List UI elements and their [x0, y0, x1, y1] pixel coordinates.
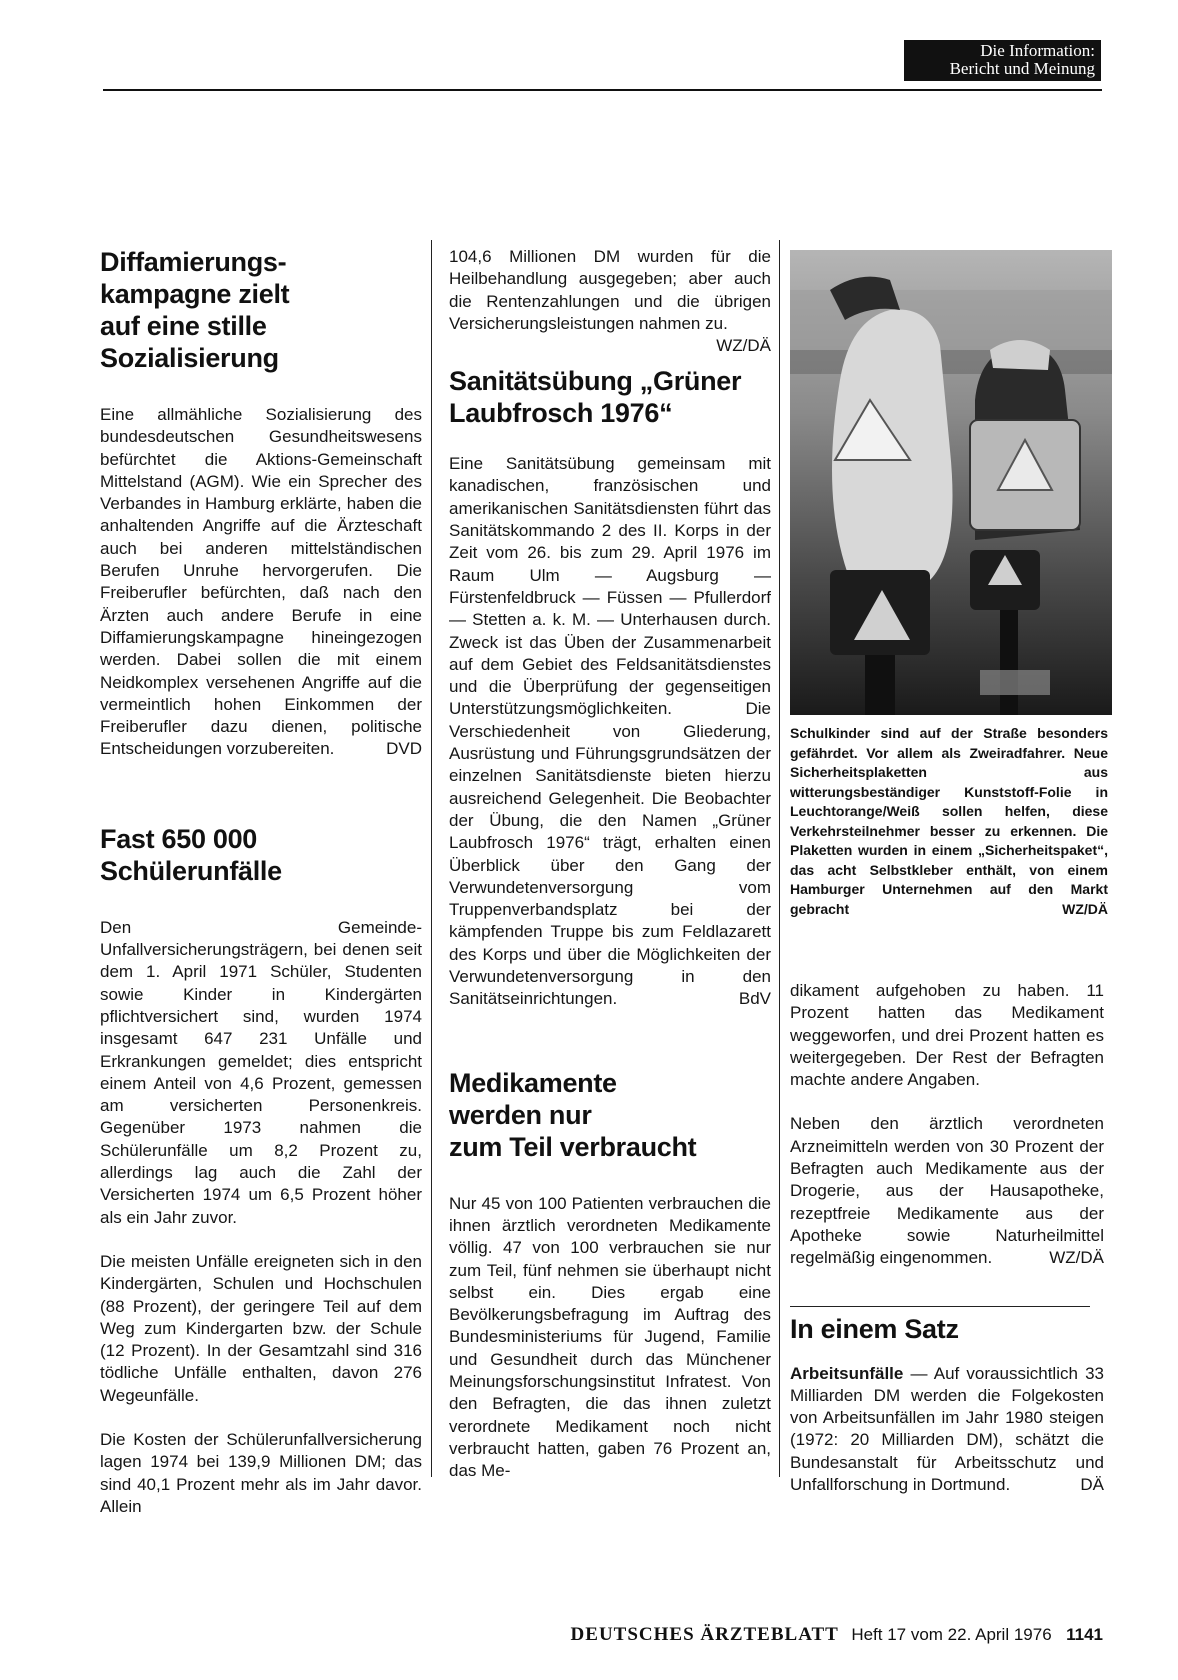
title-line: Sanitätsübung „Grüner	[449, 366, 742, 397]
issue-info: Heft 17 vom 22. April 1976	[851, 1625, 1052, 1644]
lead-keyword: Arbeitsunfälle	[790, 1363, 904, 1383]
header-rule	[103, 89, 1102, 91]
article-body-arbeitsunfaelle	[790, 1363, 1104, 1497]
title-line: Laubfrosch 1976“	[449, 398, 673, 429]
section-tag-line-2: Bericht und Meinung	[949, 59, 1095, 78]
section-tag-line-1: Die Information:	[980, 41, 1095, 60]
title-line: Diffamierungs-	[100, 247, 287, 277]
article-paragraph: Den Gemeinde-Unfallversicherungsträgern, bei denen seit dem 1. April 1971 Schüler, Studenten sowie Kinder in Kindergärten pflichtversichert sind, wurden 1974 insgesamt 647 231 Unfälle und Erkrankungen gemeldet; dies entspricht einem Anteil von 4,6 Prozent, gemessen am versicherten Personenkreis. Gegenüber 1973 nahmen die Schülerunfälle um 8,2 Prozent zu, allerdings lag auch die Zahl der Versicherten 1974 um 6,5 Prozent höher als ein Jahr zuvor.	[100, 917, 422, 1227]
article-title-diffamierung	[100, 246, 422, 374]
body-text: Neben den ärztlich verordneten Arzneimitteln werden von 30 Prozent der Befragten auch Medikamente aus der Drogerie, aus der Hausapotheke, rezeptfreie Medikamente aus der Apotheke sowie Naturheilmittel regelmäßig eingenommen.	[790, 1114, 1104, 1268]
column-divider-2	[779, 240, 780, 1477]
column-2	[449, 246, 771, 1482]
body-text: Eine allmähliche Sozialisierung des bundesdeutschen Gesundheitswesens befürchtet die Aktions-Gemeinschaft Mittelstand (AGM). Wie ein Sprecher des Verbandes in Hamburg erklärte, haben die anhaltenden Angriffe auf die Ärzteschaft auch bei anderen mittelständischen Berufen Unruhe hervorgerufen. Die Freiberufler befürchten, daß nach den Ärzten auch andere Berufe in eine Diffamierungskampagne hineingezogen werden. Dabei sollen die mit einem Neidkomplex versehenen Angriffe auf die vermeintlich hohen Einkommen der Freiberufler dazu dienen, politische Entscheidungen vorzubereiten.	[100, 405, 422, 759]
column-3	[790, 980, 1104, 1496]
article-paragraph: Die meisten Unfälle ereigneten sich in den Kindergärten, Schulen und Hochschulen (88 Prozent), der geringere Teil auf dem Weg zum Kindergarten bzw. der Schule (12 Prozent). In der Gesamtzahl sind 316 tödliche Unfälle enthalten, davon 276 Wegeunfälle.	[100, 1251, 422, 1405]
photo-caption	[790, 724, 1108, 919]
caption-text: Schulkinder sind auf der Straße besonders gefährdet. Vor allem als Zweiradfahrer. Neue Sicherheitsplaketten aus witterungsbeständiger Kunststoff-Folie in Leuchtorange/Weiß sollen helfen, diese Verkehrsteilnehmer besser zu erkennen. Die Plaketten wurden in einem „Sicherheitspaket“, das acht Selbstkleber enthält, von einem Hamburger Unternehmen auf den Markt gebracht	[790, 725, 1108, 917]
article-signature: WZ/DÄ	[716, 336, 771, 356]
article-continuation	[449, 246, 771, 356]
column-divider-1	[431, 240, 432, 1477]
article-title-sanitaetsuebung	[449, 365, 771, 429]
section-rule	[790, 1306, 1090, 1307]
article-signature: DVD	[386, 739, 422, 759]
caption-signature: WZ/DÄ	[1062, 900, 1108, 917]
title-line: werden nur	[449, 1099, 592, 1130]
publication-name: DEUTSCHES ÄRZTEBLATT	[570, 1624, 839, 1645]
article-body-sanitaetsuebung	[449, 453, 771, 1010]
article-title-in-einem-satz: In einem Satz	[790, 1313, 959, 1344]
title-line: Medikamente	[449, 1067, 617, 1098]
body-text: — Auf voraussichtlich 33 Milliarden DM werden die Folgekosten von Arbeitsunfällen im Jahr 1980 steigen (1972: 20 Milliarden DM), schätzt die Bundesanstalt für Arbeitsschutz und Unfallforschung in Dortmund.	[790, 1363, 1104, 1495]
schoolchildren-photo	[790, 250, 1112, 715]
section-tag	[904, 40, 1101, 81]
article-paragraph	[790, 1113, 1104, 1269]
body-text: Eine Sanitätsübung gemeinsam mit kanadischen, französischen und amerikanischen Sanitätsdiensten führt das Sanitätskommando 2 des II. Korps in der Zeit vom 26. bis zum 29. April 1976 im Raum Ulm — Augsburg — Fürstenfeldbruck — Füssen — Pfullerdorf — Stetten a. k. M. — Unterhausen durch. Zweck ist das Üben der Zusammenarbeit auf dem Gebiet des Feldsanitätsdienstes und die Überprüfung der gegenseitigen Unterstützungsmöglichkeiten. Die Verschiedenheit von Gliederung, Ausrüstung und Führungsgrundsätzen der einzelnen Sanitätsdienste bieten hierzu ausreichend Gelegenheit. Die Beobachter der Übung, die den Namen „Grüner Laubfrosch 1976“ trägt, erhalten einen Überblick über den Gang der Verwundetenversorgung vom Truppenverbandsplatz bei der kämpfenden Truppe bis zum Feldlazarett des Korps und über die Möglichkeiten der Verwundetenversorgung in den Sanitätseinrichtungen.	[449, 454, 771, 1009]
body-text: 104,6 Millionen DM wurden für die Heilbehandlung ausgegeben; aber auch die Rentenzahlungen und die übrigen Versicherungsleistungen nahmen zu.	[449, 247, 771, 333]
page-footer	[471, 1624, 1103, 1646]
article-paragraph: Die Kosten der Schülerunfallversicherung lagen 1974 bei 139,9 Millionen DM; das sind 40,1 Prozent mehr als im Jahr davor. Allein	[100, 1429, 422, 1516]
article-body-diffamierung	[100, 404, 422, 761]
article-signature: DÄ	[1080, 1475, 1104, 1495]
article-signature: WZ/DÄ	[1049, 1248, 1104, 1268]
title-line: Schülerunfälle	[100, 855, 282, 886]
article-body-medikamente: Nur 45 von 100 Patienten verbrauchen die ihnen ärztlich verordneten Medikamente völlig. 47 von 100 verbrauchen sie nur zum Teil, fünf nehmen sie überhaupt nicht selbst ein. Dies ergab eine Bevölkerungsbefragung im Auftrag des Bundesministeriums für Jugend, Familie und Gesundheit durch das Münchener Meinungsforschungsinstitut Infratest. Von den Befragten, die das ihnen zuletzt verordnete Medikament noch nicht verbraucht hatten, gaben 76 Prozent an, das Me-	[449, 1193, 771, 1481]
title-line: zum Teil verbraucht	[449, 1131, 697, 1162]
title-line: Sozialisierung	[100, 343, 279, 373]
article-signature: BdV	[738, 989, 771, 1009]
title-line: Fast 650 000	[100, 823, 258, 854]
title-line: auf eine stille	[100, 311, 267, 341]
column-1	[100, 246, 422, 1518]
title-line: kampagne zielt	[100, 279, 290, 309]
article-title-schuelerunfaelle	[100, 823, 422, 887]
photo-illustration	[790, 250, 1112, 715]
article-continuation: dikament aufgehoben zu haben. 11 Prozent hatten das Medikament weggeworfen, und drei Prozent hatten es weitergegeben. Der Rest der Befragten machte andere Angaben.	[790, 981, 1104, 1090]
page-number: 1141	[1066, 1625, 1103, 1644]
article-title-medikamente	[449, 1067, 771, 1163]
